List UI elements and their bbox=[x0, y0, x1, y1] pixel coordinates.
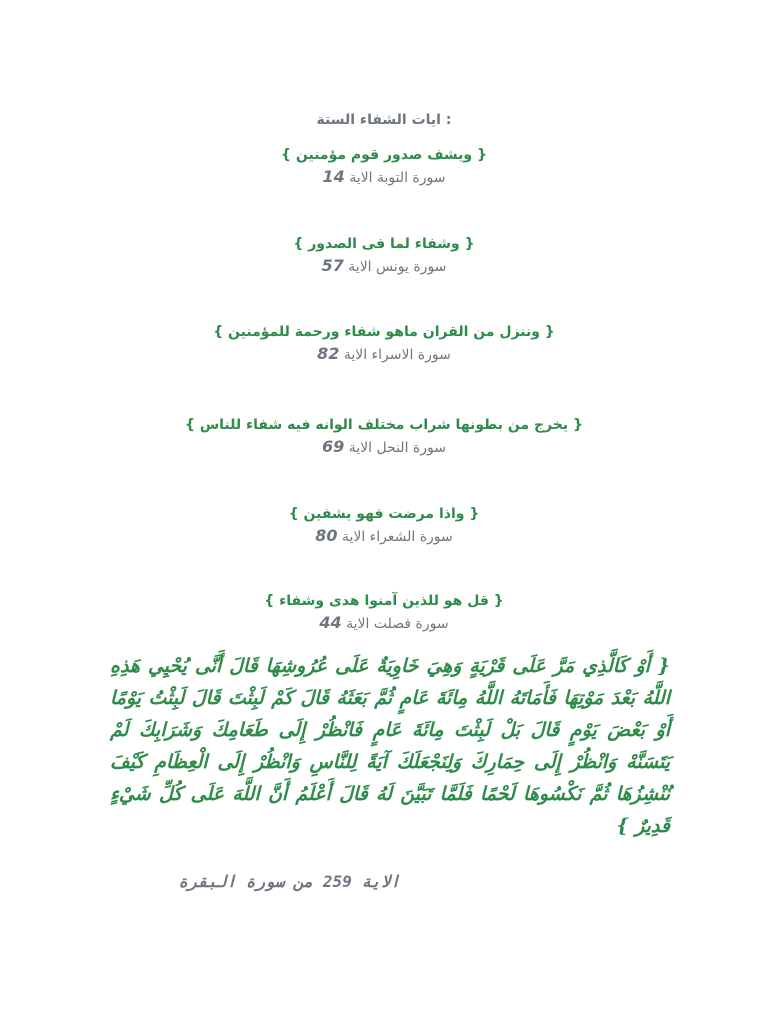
verse-reference bbox=[0, 525, 768, 548]
verse-text: { وننزل من القران ماهو شفاء ورحمة للمؤمنين } bbox=[213, 324, 555, 340]
verse-text: { واذا مرضت فهو يشفين } bbox=[288, 506, 480, 522]
page-heading: : ايات الشفاء الستة bbox=[316, 112, 452, 128]
ayah-number: 82 bbox=[317, 344, 340, 363]
ayah-number: 80 bbox=[315, 526, 338, 545]
verse-reference bbox=[0, 343, 768, 366]
verse-text: { قل هو للذين آمنوا هدى وشفاء } bbox=[264, 593, 504, 609]
verse-reference bbox=[0, 166, 768, 189]
ayah-number: 57 bbox=[321, 256, 344, 275]
verse-entry-3 bbox=[0, 321, 768, 366]
surah-label: سورة يونس الاية bbox=[348, 259, 447, 275]
ayah-number: 44 bbox=[319, 613, 342, 632]
surah-label: سورة النحل الاية bbox=[348, 440, 446, 456]
verse-reference bbox=[0, 436, 768, 459]
verse-entry-2 bbox=[0, 233, 768, 278]
surah-label: سورة الشعراء الاية bbox=[341, 529, 453, 545]
verse-reference bbox=[0, 255, 768, 278]
ayah-number: 69 bbox=[322, 437, 345, 456]
verse-entry-1 bbox=[0, 144, 768, 189]
verse-text: { يخرج من بطونها شراب مختلف الوانه فيه شفاء للناس } bbox=[185, 417, 583, 433]
verse-entry-5 bbox=[0, 503, 768, 548]
surah-label: سورة الاسراء الاية bbox=[343, 347, 451, 363]
verse-reference bbox=[0, 612, 768, 635]
verse-entry-6 bbox=[0, 590, 768, 635]
verse-text: { وشفاء لما فى الصدور } bbox=[293, 236, 475, 252]
long-verse-reference: الاية 259 من سورة البقرة bbox=[178, 872, 400, 891]
surah-label: سورة فصلت الاية bbox=[346, 616, 449, 632]
long-verse-text: { أَوْ كَالَّذِي مَرَّ عَلَى قَرْيَةٍ وَهِيَ خَاوِيَةٌ عَلَى عُرُوشِهَا قَالَ أَنَّى يُحْيِي هَذِهِ اللَّهُ بَعْدَ مَوْتِهَا فَأَمَاتَهُ اللَّهُ مِائَةَ عَامٍ ثُمَّ بَعَثَهُ قَالَ كَمْ لَبِثْتَ قَالَ لَبِثْتُ يَوْمًا أَوْ بَعْضَ يَوْمٍ قَالَ بَلْ لَبِثْتَ مِائَةَ عَامٍ فَانْظُرْ إِلَى طَعَامِكَ وَشَرَابِكَ لَمْ يَتَسَنَّهْ وَانْظُرْ إِلَى حِمَارِكَ وَلِنَجْعَلَكَ آيَةً لِلنَّاسِ وَانْظُرْ إِلَى الْعِظَامِ كَيْفَ نُنْشِزُهَا ثُمَّ نَكْسُوهَا لَحْمًا فَلَمَّا تَبَيَّنَ لَهُ قَالَ أَعْلَمُ أَنَّ اللَّهَ عَلَى كُلِّ شَيْءٍ قَدِيرٌ } bbox=[110, 655, 670, 837]
ayah-number: 14 bbox=[322, 167, 345, 186]
verse-text: { ويشف صدور قوم مؤمنين } bbox=[281, 147, 487, 163]
verse-entry-4 bbox=[0, 414, 768, 459]
surah-label: سورة التوبة الاية bbox=[349, 170, 446, 186]
